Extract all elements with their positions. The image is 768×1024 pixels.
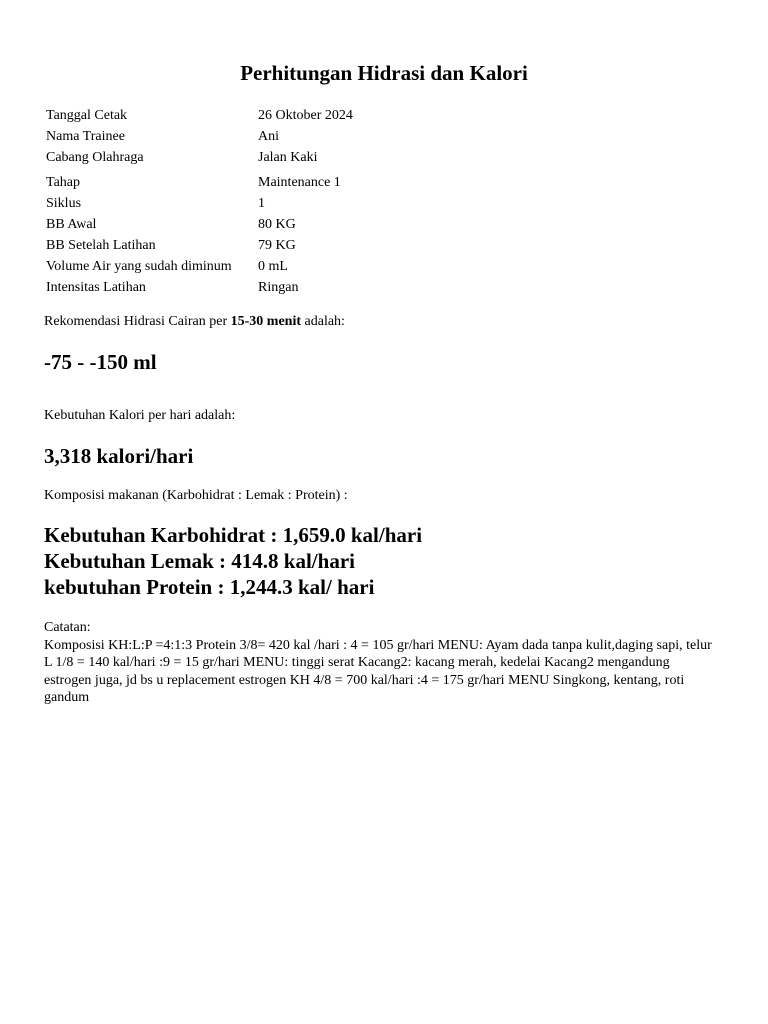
info-label: Tahap — [46, 175, 81, 190]
info-value: 1 — [258, 196, 265, 211]
info-label: Siklus — [46, 196, 82, 211]
hydration-suffix: adalah: — [301, 314, 345, 329]
info-value: Jalan Kaki — [258, 150, 318, 165]
notes-text: Komposisi KH:L:P =4:1:3 Protein 3/8= 420 kal /hari : 4 = 105 gr/hari MENU: Ayam dada tanpa kulit,daging sapi, telur L 1/8 = 140 kal/hari :9 = 15 gr/hari MENU: tinggi serat Kacang2: kacang merah, kedelai Kacang2 mengandung estrogen juga, jd bs u replacement estrogen KH 4/8 = 700 kal/hari :4 = 175 gr/hari MENU Singkong, kentang, roti gandum — [44, 637, 712, 705]
info-row-print-date — [46, 105, 353, 126]
info-row-training-intensity — [46, 277, 353, 298]
notes-label: Catatan: — [44, 620, 91, 635]
trainee-info-table — [46, 105, 353, 298]
hydration-label — [44, 313, 345, 331]
info-label: Cabang Olahraga — [46, 150, 144, 165]
info-value: Ringan — [258, 280, 299, 295]
hydration-duration: 15-30 menit — [230, 314, 302, 329]
carbohydrate-need: Kebutuhan Karbohidrat : 1,659.0 kal/hari — [44, 523, 423, 547]
calorie-value: 3,318 kalori/hari — [44, 444, 194, 468]
info-value: 80 KG — [258, 217, 296, 232]
info-row-stage — [46, 172, 353, 193]
notes-section — [44, 619, 714, 707]
info-label: Tanggal Cetak — [46, 108, 128, 123]
info-label: Volume Air yang sudah diminum — [46, 259, 232, 274]
info-row-water-consumed — [46, 256, 353, 277]
hydration-prefix: Rekomendasi Hidrasi Cairan per — [44, 314, 231, 329]
info-row-cycle — [46, 193, 353, 214]
protein-need: kebutuhan Protein : 1,244.3 kal/ hari — [44, 575, 375, 599]
info-row-initial-weight — [46, 214, 353, 235]
page-title: Perhitungan Hidrasi dan Kalori — [240, 61, 528, 85]
calorie-label: Kebutuhan Kalori per hari adalah: — [44, 408, 236, 423]
info-label: Intensitas Latihan — [46, 280, 146, 295]
fat-need: Kebutuhan Lemak : 414.8 kal/hari — [44, 549, 355, 573]
nutrient-needs — [44, 522, 422, 600]
info-value: 0 mL — [258, 259, 288, 274]
hydration-value: -75 - -150 ml — [44, 350, 157, 374]
info-label: BB Setelah Latihan — [46, 238, 156, 253]
info-row-post-training-weight — [46, 235, 353, 256]
info-value: Maintenance 1 — [258, 175, 341, 190]
info-label: Nama Trainee — [46, 129, 125, 144]
info-row-sport — [46, 147, 353, 168]
info-value: 26 Oktober 2024 — [258, 108, 353, 123]
info-row-trainee-name — [46, 126, 353, 147]
info-value: Ani — [258, 129, 279, 144]
info-label: BB Awal — [46, 217, 97, 232]
composition-label: Komposisi makanan (Karbohidrat : Lemak : Protein) : — [44, 488, 348, 503]
info-value: 79 KG — [258, 238, 296, 253]
